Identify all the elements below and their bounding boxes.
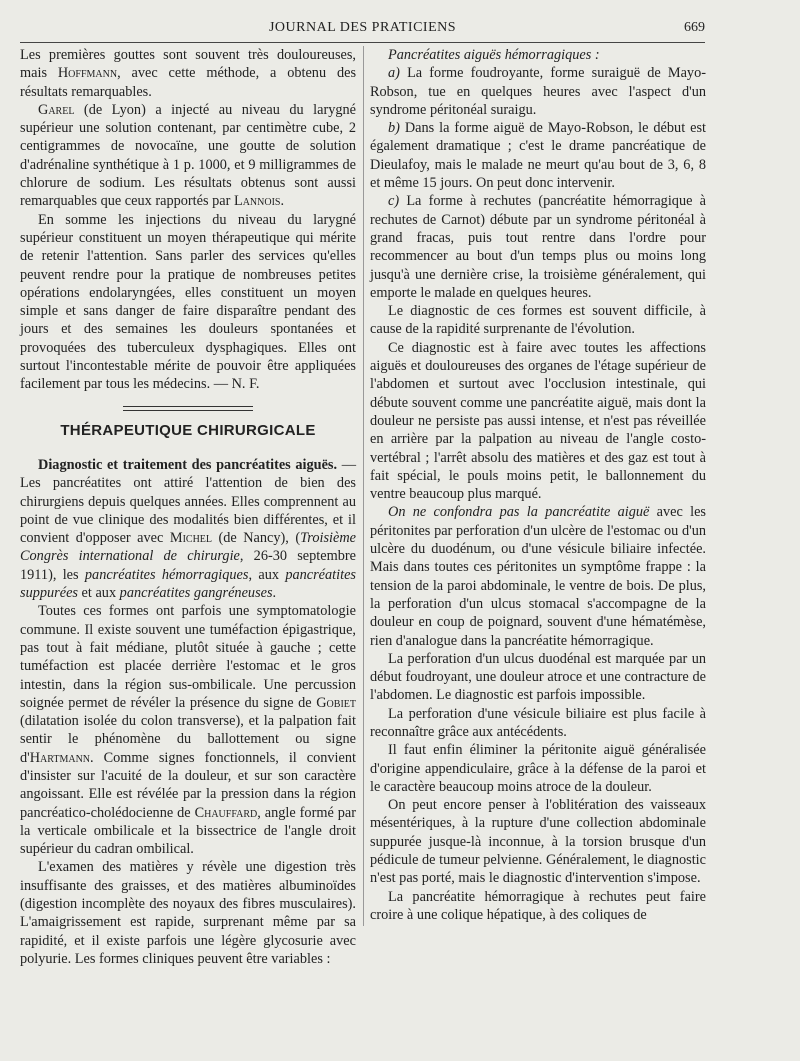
- paragraph: c) La forme à rechutes (pancréatite hémorragique à rechutes de Carnot) débute par un syndrome péritonéal à grand fracas, puis tout rentre dans l'ordre pour recommencer au bout d'un temps plus ou moins long jusqu'à une dernière crise, la troisième généralement, qui emporte le malade en quelques heures.: [370, 193, 706, 301]
- paragraph: Garel (de Lyon) a injecté au niveau du larygné supérieur une solution contenant, par centimètre cube, 2 centigrammes de novocaïne, une goutte de solution d'adrénaline synthétique à 1 p. 1000, et 9 milligrammes de chlorure de sodium. Les résultats obtenus sont aussi remarquables que ceux rapportés par Lannois.: [20, 101, 356, 210]
- paragraph: L'examen des matières y révèle une digestion très insuffisante des graisses, et des matières albuminoïdes (digestion incomplète des noyaux des fibres musculaires). L'amaigrissement est rapide, surprenant même par sa rapidité, et il existe parfois une légère glycosurie avec polyurie. Les formes cliniques peuvent être variables :: [20, 859, 356, 967]
- paragraph: La perforation d'un ulcus duodénal est marquée par un début foudroyant, une douleur atroce et une contracture de l'abdomen. Le diagnostic est parfois impossible.: [370, 650, 706, 704]
- section-rule: [123, 406, 253, 414]
- paragraph: La pancréatite hémorragique à rechutes peut faire croire à une colique hépatique, à des coliques de: [370, 888, 706, 923]
- paragraph: Ce diagnostic est à faire avec toutes les affections aiguës et douloureuses des organes de l'étage supérieur de l'abdomen et surtout avec l'occlusion intestinale, qui débute souvent comme une pancréatite aiguë, mais dont la douleur ne persiste pas aussi intense, et n'est pas réveillée en arrière par la palpation au niveau de l'angle costo-vertébral ; l'arrêt absolu des matières et des gaz est tout à fait spécial, le pouls moins petit, le ballonnement du ventre beaucoup plus marqué.: [370, 339, 706, 503]
- paragraph: On peut encore penser à l'oblitération des vaisseaux mésentériques, à la rupture d'une collection abdominale suppurée jusque-là inconnue, à la torsion brusque d'un pédicule de tumeur pelvienne. Généralement, le diagnostic n'est pas porté, mais le diagnostic d'intervention s'impose.: [370, 797, 706, 887]
- author-name: Hartmann: [29, 749, 91, 766]
- paragraph: Toutes ces formes ont parfois une symptomatologie commune. Il existe souvent une tuméfaction épigastrique, pas tout à fait médiane, plutôt située à gauche ; cette tuméfaction est placée derrière l'estomac et le gros intestin, dans la région sus-ombilicale. Une percussion soignée permet de révéler la présence du signe de Gobiet (dilatation isolée du colon transverse), et la palpation fait sentir le phénomène du ballottement ou signe d'Hartmann. Comme signes fonctionnels, il convient d'insister sur l'acuité de la douleur, et sur son caractère angoissant. Elle est révélée par la pression dans la région pancréatico-cholédocienne de Chauffard, angle formé par la verticale ombilicale et la bissectrice de l'angle droit supérieur du cadran ombilical.: [20, 603, 356, 858]
- paragraph: En somme les injections du niveau du larygné supérieur constituent un moyen thérapeutique qui mérite de retenir l'attention. Sans parler des services qu'elles peuvent rendre pour la pratique de nombreuses petites opérations endolaryngées, elles constituent un moyen simple et sans danger de faire disparaître pendant des jours et des semaines les douleurs spontanées et provoquées des tuberculeux dysphagiques. Elles ont surtout l'incontestable mérite de pouvoir être appliquées facilement par tous les médecins. — N. F.: [20, 211, 356, 393]
- left-column: [20, 46, 356, 968]
- section-title: THÉRAPEUTIQUE CHIRURGICALE: [60, 421, 316, 439]
- paragraph: a) La forme foudroyante, forme suraiguë de Mayo-Robson, tue en quelques heures avec l'aspect d'un syndrome péritonéal suraigu.: [370, 65, 706, 118]
- author-name: Gobiet: [316, 694, 356, 711]
- paragraph: Les premières gouttes sont souvent très douloureuses, mais Hoffmann, avec cette méthode, a obtenu des résultats remarquables.: [20, 47, 357, 100]
- paragraph: b) Dans la forme aiguë de Mayo-Robson, le début est également dramatique ; c'est le drame pancréatique de Dieulafoy, mais le malade ne meurt qu'au bout de 3, 6, 8 et même 15 jours. On peut donc intervenir.: [370, 120, 706, 192]
- paragraph: Diagnostic et traitement des pancréatites aiguës. — Les pancréatites ont attiré l'attention de bien des chirurgiens depuis quelques années. Elles comprennent au point de vue clinique des modalités bien différentes, et il convient d'opposer avec Michel (de Nancy), (Troisième Congrès international de chirurgie, 26-30 septembre 1911), les pancréatites hémorragiques, aux pancréatites suppurées et aux pancréatites gangréneuses.: [20, 456, 356, 602]
- paragraph: Pancréatites aiguës hémorragiques :: [388, 47, 600, 63]
- paragraph: On ne confondra pas la pancréatite aiguë avec les péritonites par perforation d'un ulcère de l'estomac ou d'un ulcère du duodénum, ou d'une vésicule biliaire infectée. Mais dans toutes ces péritonites un symptôme frappe : la tension de la paroi abdominale, le ventre de bois. De plus, la perforation d'un ulcus stomacal s'accompagne de la douleur en coup de poignard, souvent d'une hématémèse, rien d'analogue dans la pancréatite hémorragique.: [370, 504, 706, 649]
- author-name: Hoffmann: [57, 65, 118, 82]
- paragraph: Il faut enfin éliminer la péritonite aiguë généralisée d'origine appendiculaire, grâce à la défense de la paroi et le caractère beaucoup moins atroce de la douleur.: [370, 742, 706, 795]
- journal-title: JOURNAL DES PRATICIENS: [268, 20, 457, 35]
- author-name: Garel: [38, 101, 75, 118]
- article-subhead: Diagnostic et traitement des pancréatites aiguës.: [38, 456, 338, 473]
- right-column: [370, 46, 706, 924]
- author-name: Michel: [169, 530, 213, 547]
- author-name: Lannois: [233, 193, 281, 210]
- paragraph: Le diagnostic de ces formes est souvent difficile, à cause de la rapidité surprenante de l'évolution.: [370, 303, 706, 338]
- running-header: [20, 18, 705, 43]
- column-divider: [363, 46, 364, 926]
- page-number: 669: [684, 20, 705, 35]
- author-name: Chauffard: [194, 804, 258, 821]
- paragraph: La perforation d'une vésicule biliaire est plus facile à reconnaître grâce aux antécédents.: [370, 705, 706, 740]
